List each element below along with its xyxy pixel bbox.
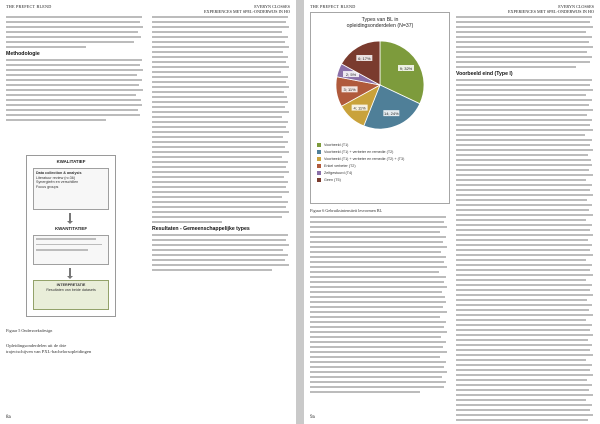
legend-swatch (317, 150, 321, 154)
page-number-right: 9a (310, 415, 315, 420)
pie-data-label: 4; 11% (353, 105, 366, 111)
legend-swatch (317, 164, 321, 168)
diagram-box-line: Literatuur review (n=36) (36, 175, 76, 180)
legend-swatch (317, 143, 321, 147)
diagram-box-quantitative (33, 235, 109, 265)
pie-chart (310, 12, 450, 204)
diagram-box-line: INTERPRETATIE (56, 283, 86, 287)
diagram-box-line: Data collection & analysis (36, 171, 82, 175)
diagram-box-line: Synergieën en verschillen (36, 180, 79, 185)
left-column-2 (152, 16, 290, 274)
diagram-label-kwantitatief: KWANTITATIEF (54, 226, 88, 231)
running-header-subtitle: EVERYN CLOSSES EXPERIENCES MET SPEL-ONDERWIJS IN HO (203, 4, 290, 14)
legend-label: Voorbeeld (T1) (324, 142, 349, 147)
diagram-arrow (69, 268, 71, 276)
left-page (0, 0, 296, 424)
legend-label: Zelfgestuurd (T4) (324, 170, 353, 175)
legend-label: Geen (T5) (324, 177, 341, 182)
right-column-1 (310, 216, 448, 396)
pie-data-label: 14; 24% (383, 110, 399, 116)
pie-data-label: 9; 32% (399, 65, 413, 71)
research-design-diagram (26, 155, 116, 317)
pie-data-label: 2; 5% (345, 71, 357, 77)
left-footer-line: trajectschijven van PXL-bachelorsopleidingen (6, 348, 92, 354)
diagram-box-qualitative (33, 168, 109, 210)
diagram-arrow (69, 213, 71, 221)
legend-swatch (317, 171, 321, 175)
pie-data-label: 6; 17% (358, 55, 371, 61)
pie-chart-svg (311, 27, 449, 147)
left-column-1 (6, 16, 144, 124)
diagram-box-interpretation (33, 280, 109, 310)
page-number-left: 8a (6, 415, 11, 420)
legend-entry (317, 176, 443, 183)
chart-title: Types van BL in opleidingsonderdelen (N=37) (346, 17, 414, 29)
right-column-2 (456, 16, 594, 424)
left-footer-line: Opleidingsonderdelen uit de drie (6, 343, 67, 348)
figure-caption-left: Figuur 5 Onderzoeksdesign (6, 328, 53, 333)
diagram-label-kwalitatief: KWALITATIEF (56, 159, 86, 164)
legend-swatch (317, 157, 321, 161)
right-page (304, 0, 600, 424)
chart-legend (317, 141, 443, 183)
legend-entry (317, 141, 443, 148)
diagram-box-line: Focus groups (36, 184, 59, 189)
diagram-box-line: Resultaten van beide datasets (46, 287, 96, 292)
legend-swatch (317, 178, 321, 182)
running-header-title: THE PREFECT BLEND (6, 4, 52, 9)
legend-label: Voorbeeld (T1) + verbeter en remedie (T2) (324, 149, 394, 154)
pie-data-label: 3; 11% (343, 87, 356, 93)
running-header-title: THE PREFECT BLEND (310, 4, 356, 9)
legend-entry (317, 148, 443, 155)
legend-entry (317, 155, 443, 162)
legend-entry (317, 162, 443, 169)
heading-methodologie: Methodologie (6, 51, 40, 57)
legend-entry (317, 169, 443, 176)
legend-label: Enkel verbeter (T2) (324, 163, 356, 168)
left-footer-text (6, 343, 144, 354)
heading-type-1: Voorbeeld eind (Type I) (456, 71, 513, 77)
book-gutter (296, 0, 304, 424)
heading-results: Resultaten - Gemeenschappelijke types (152, 226, 250, 232)
running-header-subtitle: EVERYN CLOSSES EXPERIENCES MET SPEL-ONDERWIJS IN HO (507, 4, 594, 14)
legend-label: Voorbeeld (T1) + verbeter en remedie (T2) + (T3) (324, 156, 405, 161)
figure-caption-right: Figuur 6 Gebruiksintensiteit lesvormen BL (310, 208, 383, 213)
